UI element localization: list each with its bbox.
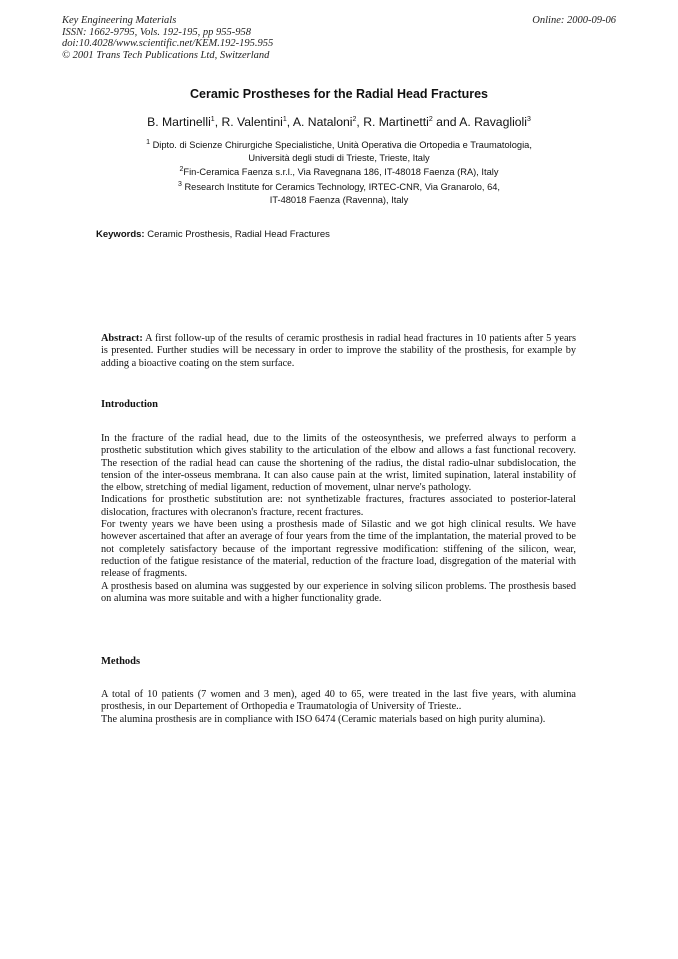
affiliation-sup: 3 [177,180,182,188]
paragraph: The alumina prosthesis are in compliance with ISO 6474 (Ceramic materials based on high purity alumina). [101,713,546,725]
author-sup: 1 [282,115,287,123]
paragraph: A prosthesis based on alumina was suggested by our experience in solving silicon problems. The prosthesis based on alumina was more suitable and with a higher functionality grade. [101,580,576,604]
paragraph: In the fracture of the radial head, due to the limits of the osteosynthesis, we preferred always to perform a prosthetic substitution which gives stability to the articulation of the elbow and allows a fast functional recovery. The resection of the radial head can cause the shortening of the radius, the distal radio-ulnar subdislocation, the tension of the inter-osseus membrana. It can also cause pain at the wrist, limited supination, lateral instability of the elbow, stretching of medial ligament, reduction of movement, ulnar nerve's pathology. [101,433,576,494]
introduction-heading: Introduction [101,399,158,410]
affiliation-text: Fin-Ceramica Faenza s.r.l., Via Ravegnana 186, IT-48018 Faenza (RA), Italy [183,167,499,177]
abstract-label: Abstract: [101,333,143,344]
affiliation-text: Dipto. di Scienze Chirurgiche Specialistiche, Unità Operativa die Ortopedia e Traumatologia, [152,140,532,150]
affiliation-text: IT-48018 Faenza (Ravenna), Italy [269,194,409,205]
affiliation-sup: 2 [179,165,184,173]
author-sup: 3 [526,115,531,123]
issn-line: ISSN: 1662-9795, Vols. 192-195, pp 955-958 [62,26,251,38]
affiliation-sup: 1 [146,138,150,146]
affiliation-2 [0,166,678,179]
author-sup: 2 [352,115,357,123]
affiliation-text: Università degli studi di Trieste, Trieste, Italy [248,152,430,163]
abstract-text: A first follow-up of the results of ceramic prosthesis in radial head fractures in 10 patients after 5 years is presented. Further studies will be necessary in order to improve the stability of the prosthesis, for example by adding a bioactive coating on the stem surface. [101,333,576,369]
author-name: B. Martinelli [147,115,211,129]
journal-name: Key Engineering Materials [62,15,177,26]
author-sup: 2 [428,115,433,123]
author-name: and A. Ravaglioli [432,115,527,129]
keywords-text: Ceramic Prosthesis, Radial Head Fractures [144,229,330,240]
affiliation-1 [0,139,678,164]
keywords-label: Keywords: [96,229,145,240]
author-name: , R. Valentini [214,115,283,129]
abstract [101,333,576,370]
keywords [96,229,330,240]
author-name: , R. Martinetti [356,115,429,129]
affiliation-3 [0,181,678,206]
methods-heading: Methods [101,656,141,667]
author-name: , A. Nataloni [286,115,353,129]
author-list [0,115,678,129]
paragraph: A total of 10 patients (7 women and 3 men), aged 40 to 65, were treated in the last five years, with alumina prosthesis, in our Departement of Orthopedia e Traumatologia of University of Trieste.. [101,689,576,713]
author-sup: 1 [210,115,215,123]
affiliation-text: Research Institute for Ceramics Technology, IRTEC-CNR, Via Granarolo, 64, [184,182,501,192]
methods-body [101,689,576,726]
journal-header [62,15,273,61]
doi-link[interactable]: doi:10.4028/www.scientific.net/KEM.192-195.955 [62,38,274,49]
introduction-body [101,433,576,605]
paragraph: For twenty years we have been using a prosthesis made of Silastic and we got high clinical results. We have however ascertained that after an average of four years from the time of the implantation, the material proved to be not completely satisfactory because of the important regressive modification: stiffening of the silicon, wear, reduction of the fatigue resistance of the material, reduction of the fracture load, disgregation of the material with release of fragments. [101,519,576,580]
paper-title: Ceramic Prostheses for the Radial Head Fractures [189,87,489,101]
paragraph: Indications for prosthetic substitution are: not synthetizable fractures, fractures associated to posterior-lateral dislocation, fractures with olecranon's fracture, recent fractures. [101,494,576,518]
copyright-line: © 2001 Trans Tech Publications Ltd, Switzerland [62,49,270,61]
online-date: Online: 2000-09-06 [532,15,616,26]
